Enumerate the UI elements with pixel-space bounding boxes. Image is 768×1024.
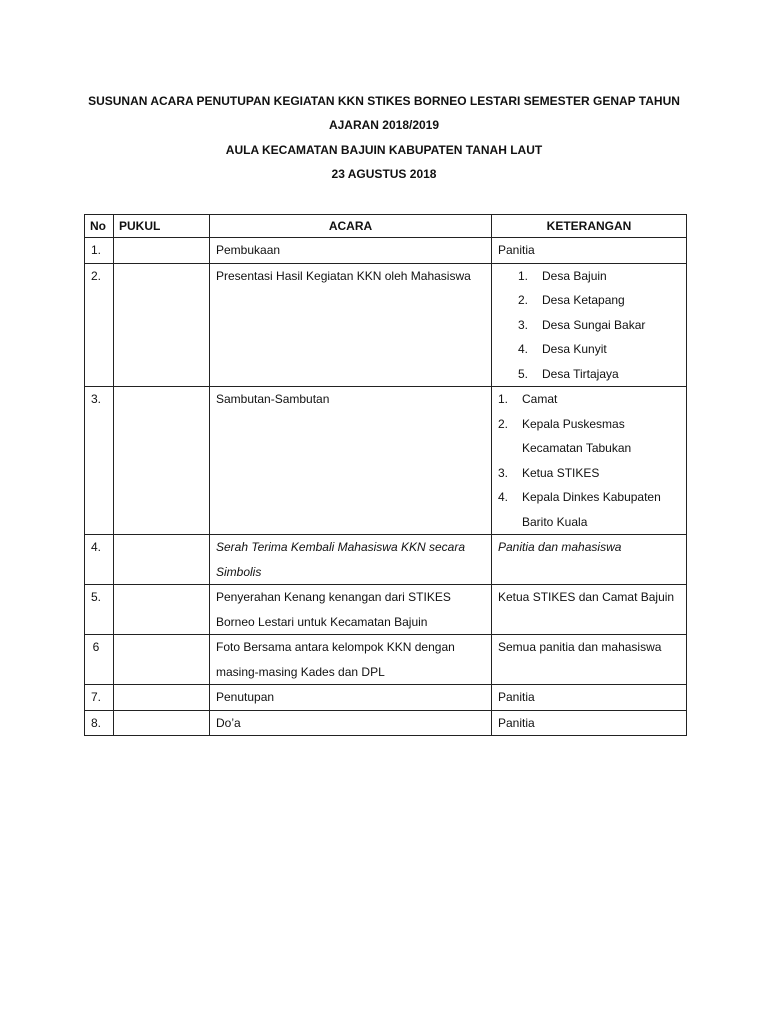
cell-acara: Pembukaan bbox=[210, 238, 492, 264]
table-row bbox=[85, 263, 687, 387]
cell-no: 8. bbox=[85, 710, 114, 736]
cell-pukul bbox=[114, 535, 210, 585]
cell-keterangan: Panitia bbox=[492, 238, 687, 264]
cell-keterangan: Panitia bbox=[492, 710, 687, 736]
cell-no: 6 bbox=[85, 635, 114, 685]
cell-keterangan: Panitia bbox=[492, 685, 687, 711]
list-number: 2. bbox=[498, 416, 509, 431]
list-item bbox=[498, 264, 680, 289]
cell-keterangan bbox=[492, 263, 687, 387]
list-text: Kepala Puskesmas Kecamatan Tabukan bbox=[522, 416, 632, 455]
list-item bbox=[498, 313, 680, 338]
table-header-row bbox=[85, 215, 687, 238]
list-item bbox=[498, 387, 680, 412]
title-line-4: 23 AGUSTUS 2018 bbox=[331, 167, 437, 181]
cell-acara: Foto Bersama antara kelompok KKN dengan masing-masing Kades dan DPL bbox=[210, 635, 492, 685]
cell-keterangan: Ketua STIKES dan Camat Bajuin bbox=[492, 585, 687, 635]
list-item bbox=[498, 461, 680, 486]
cell-keterangan: Semua panitia dan mahasiswa bbox=[492, 635, 687, 685]
list-item bbox=[498, 412, 680, 461]
header-pukul: PUKUL bbox=[114, 215, 210, 238]
list-text: Camat bbox=[522, 392, 558, 406]
list-text: Ketua STIKES bbox=[522, 465, 600, 480]
cell-acara: Penyerahan Kenang kenangan dari STIKES Borneo Lestari untuk Kecamatan Bajuin bbox=[210, 585, 492, 635]
list-text: Desa Ketapang bbox=[542, 293, 625, 307]
cell-pukul bbox=[114, 263, 210, 387]
keterangan-list bbox=[498, 264, 680, 387]
table-row bbox=[85, 710, 687, 736]
cell-keterangan bbox=[492, 387, 687, 535]
cell-keterangan: Panitia dan mahasiswa bbox=[492, 535, 687, 585]
cell-no: 1. bbox=[85, 238, 114, 264]
cell-acara: Serah Terima Kembali Mahasiswa KKN secara Simbolis bbox=[210, 535, 492, 585]
table-row bbox=[85, 685, 687, 711]
list-item bbox=[498, 337, 680, 362]
list-item bbox=[498, 362, 680, 387]
list-item bbox=[498, 288, 680, 313]
title-line-1: SUSUNAN ACARA PENUTUPAN KEGIATAN KKN STIKES BORNEO LESTARI SEMESTER GENAP TAHUN bbox=[88, 94, 680, 108]
cell-pukul bbox=[114, 585, 210, 635]
cell-acara: Penutupan bbox=[210, 685, 492, 711]
cell-no: 2. bbox=[85, 263, 114, 387]
cell-pukul bbox=[114, 685, 210, 711]
cell-no: 3. bbox=[85, 387, 114, 535]
list-number: 3. bbox=[518, 317, 529, 332]
cell-acara: Presentasi Hasil Kegiatan KKN oleh Mahasiswa bbox=[210, 263, 492, 387]
list-number: 4. bbox=[498, 490, 509, 504]
cell-no: 7. bbox=[85, 685, 114, 711]
header-acara: ACARA bbox=[210, 215, 492, 238]
table-row bbox=[85, 238, 687, 264]
title-line-3: AULA KECAMATAN BAJUIN KABUPATEN TANAH LAUT bbox=[225, 143, 543, 157]
table-row bbox=[85, 635, 687, 685]
list-number: 1. bbox=[518, 268, 529, 283]
cell-acara: Do’a bbox=[210, 710, 492, 736]
header-no: No bbox=[85, 215, 114, 238]
title-line-2: AJARAN 2018/2019 bbox=[328, 118, 440, 132]
cell-pukul bbox=[114, 710, 210, 736]
cell-no: 4. bbox=[85, 535, 114, 585]
list-text: Kepala Dinkes Kabupaten Barito Kuala bbox=[522, 490, 661, 529]
cell-acara: Sambutan-Sambutan bbox=[210, 387, 492, 535]
list-text: Desa Bajuin bbox=[542, 268, 607, 283]
header-keterangan: KETERANGAN bbox=[492, 215, 687, 238]
list-number: 2. bbox=[518, 293, 529, 307]
list-item bbox=[498, 485, 680, 534]
list-text: Desa Tirtajaya bbox=[542, 366, 619, 381]
cell-pukul bbox=[114, 387, 210, 535]
list-number: 1. bbox=[498, 392, 509, 406]
list-number: 5. bbox=[518, 366, 529, 381]
table-row bbox=[85, 535, 687, 585]
schedule-table bbox=[84, 214, 687, 736]
list-number: 3. bbox=[498, 465, 509, 480]
keterangan-list bbox=[498, 387, 680, 534]
table-row bbox=[85, 585, 687, 635]
table-row bbox=[85, 387, 687, 535]
list-text: Desa Kunyit bbox=[542, 342, 607, 356]
cell-pukul bbox=[114, 635, 210, 685]
list-text: Desa Sungai Bakar bbox=[542, 317, 646, 332]
list-number: 4. bbox=[518, 342, 529, 356]
cell-pukul bbox=[114, 238, 210, 264]
cell-no: 5. bbox=[85, 585, 114, 635]
